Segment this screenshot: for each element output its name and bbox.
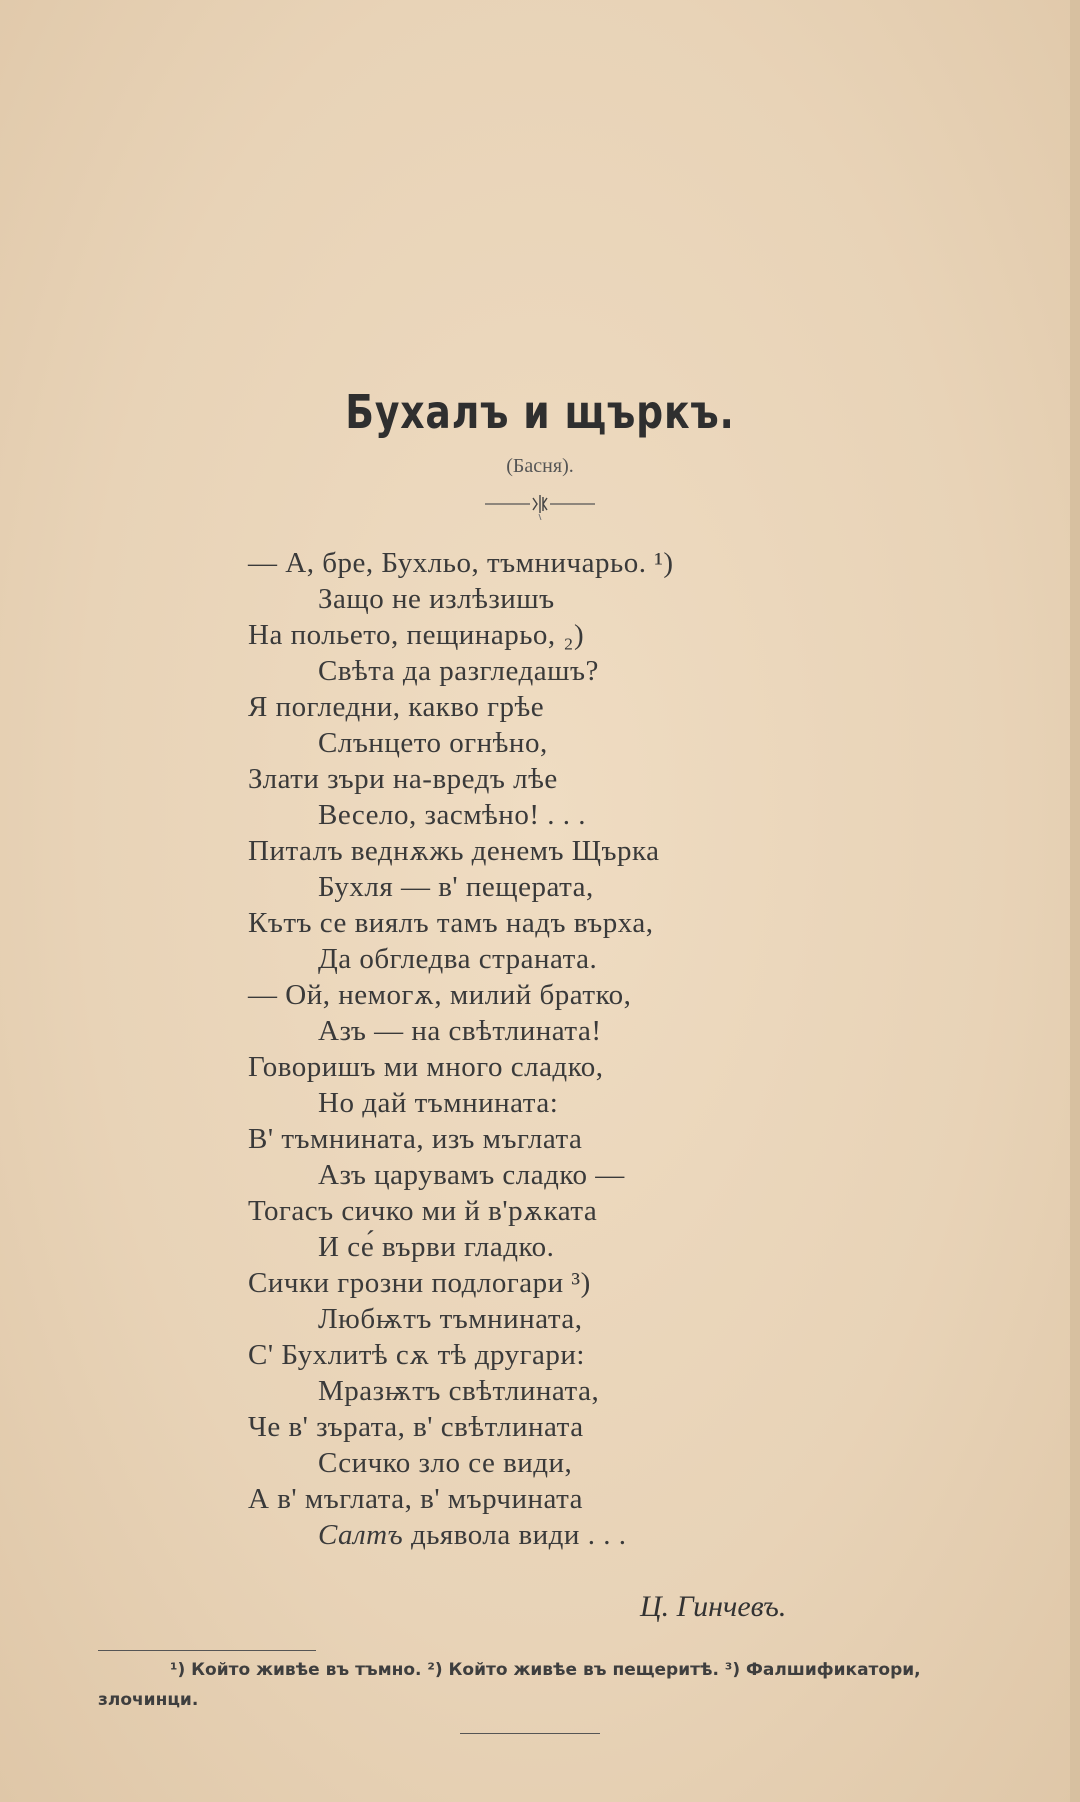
- page-subtitle: (Басня).: [506, 455, 574, 477]
- poem-line: [248, 905, 808, 941]
- ornament-icon: [485, 490, 595, 520]
- poem-line-text: Весело, засмѣно! . . .: [318, 799, 586, 831]
- poem-line: [248, 833, 808, 869]
- poem-line: [248, 653, 808, 689]
- poem-line-text: дьявола види . . .: [403, 1519, 627, 1551]
- poem-line: [248, 581, 808, 617]
- poem-line-text: Любѭтъ тъмнината,: [318, 1303, 583, 1335]
- poem-line: [248, 761, 808, 797]
- poem-line-text: Злати зъри на-вредъ лѣе: [248, 763, 558, 795]
- footnote-divider: [98, 1650, 316, 1651]
- poem-line-text: Ссичко зло се види,: [318, 1447, 573, 1479]
- poem-line-text: Азъ царувамъ сладко —: [318, 1159, 625, 1191]
- poem-line-text: Говоришъ ми много сладко,: [248, 1051, 604, 1083]
- poem-line-text: Бухля — в' пещерата,: [318, 871, 594, 903]
- poem-line: [248, 1301, 808, 1337]
- poem-line: [248, 869, 808, 905]
- poem-line-text: Свѣта да разгледашъ?: [318, 655, 599, 687]
- poem-line-text: Кътъ се виялъ тамъ надъ върха,: [248, 907, 654, 939]
- poem-line-text: И се́ върви гладко.: [318, 1231, 555, 1263]
- bottom-divider: [460, 1733, 600, 1734]
- poem-line-text: Че в' зърата, в' свѣтлината: [248, 1411, 584, 1443]
- poem-line-text: Да обгледва страната.: [318, 943, 598, 975]
- poem-line: [248, 1517, 808, 1553]
- poem-line-text: А в' мъглата, в' мърчината: [248, 1483, 584, 1515]
- poem-line: [248, 1157, 808, 1193]
- poem-line: [248, 689, 808, 725]
- page-title: Бухалъ и щъркъ.: [345, 385, 735, 439]
- poem-line-text: Но дай тъмнината:: [318, 1087, 559, 1119]
- poem-line: [248, 1229, 808, 1265]
- poem-line-text: На польето, пещинарьо, ₂): [248, 619, 585, 651]
- poem-line: [248, 1409, 808, 1445]
- poem-line: [248, 545, 808, 581]
- poem-line-text: Слънцето огнѣно,: [318, 727, 548, 759]
- author-signature: Ц. Гинчевъ.: [640, 1590, 787, 1623]
- poem-line: [248, 1481, 808, 1517]
- poem-line: [248, 1013, 808, 1049]
- poem-line: [248, 1373, 808, 1409]
- poem-line: [248, 1445, 808, 1481]
- poem-line: [248, 977, 808, 1013]
- poem-line-text: Тогасъ сичко ми й в'рѫката: [248, 1195, 598, 1227]
- poem-line-text: С' Бухлитѣ сѫ тѣ другари:: [248, 1339, 585, 1371]
- poem-line: [248, 617, 808, 653]
- poem-line-text: Я погледни, какво грѣе: [248, 691, 545, 723]
- poem-line-text: Питалъ веднѫжь денемъ Щърка: [248, 835, 660, 867]
- poem-line: [248, 1049, 808, 1085]
- poem-line-text: Защо не излѣзишъ: [318, 583, 555, 615]
- poem-line: [248, 797, 808, 833]
- poem-line-text: Сички грозни подлогари ³): [248, 1267, 591, 1299]
- poem-line-italic: Салтъ: [318, 1519, 404, 1551]
- poem-line: [248, 1337, 808, 1373]
- poem-line-text: Мразѭтъ свѣтлината,: [318, 1375, 600, 1407]
- poem-line: [248, 725, 808, 761]
- footnotes: ¹) Който живѣе въ тъмно. ²) Който живѣе въ пещеритѣ. ³) Фалшификатори, злочинци.: [98, 1660, 921, 1710]
- poem-line: [248, 1085, 808, 1121]
- poem-line: [248, 1193, 808, 1229]
- poem-line: [248, 1121, 808, 1157]
- page-edge: [1070, 0, 1080, 1802]
- poem-text: [248, 545, 808, 1553]
- poem-line-text: В' тъмнината, изъ мъглата: [248, 1123, 583, 1155]
- poem-line-text: Азъ — на свѣтлината!: [318, 1015, 602, 1047]
- poem-line: [248, 941, 808, 977]
- poem-line-text: — Ой, немогѫ, милий братко,: [248, 979, 632, 1011]
- poem-line-text: — А, бре, Бухльо, тъмничарьо. ¹): [248, 547, 674, 579]
- poem-line: [248, 1265, 808, 1301]
